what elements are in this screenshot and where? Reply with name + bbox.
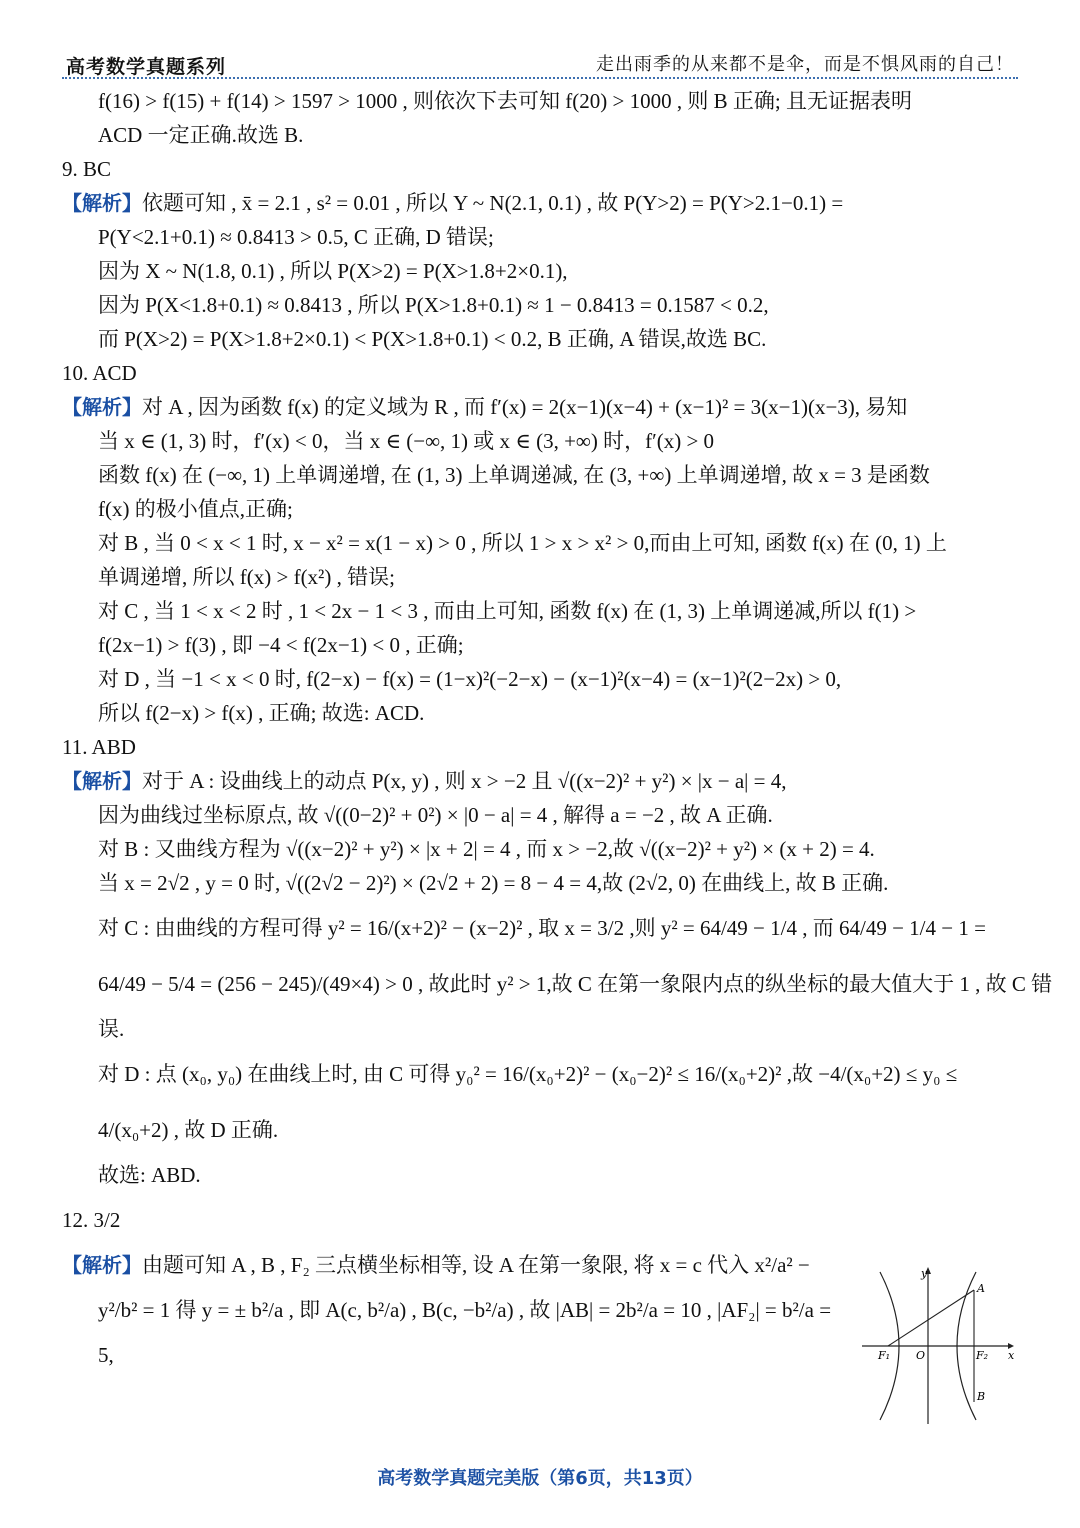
text-line bbox=[62, 458, 1020, 492]
line-text: ACD 一定正确.故选 B. bbox=[98, 123, 304, 147]
text-line bbox=[62, 696, 1020, 730]
line-text: 对 D , 当 −1 < x < 0 时, f(2−x) − f(x) = (1−x)²(−2−x) − (x−1)²(x−4) = (x−1)²(2−2x) > 0, bbox=[98, 667, 842, 691]
label-x: x bbox=[1008, 1349, 1015, 1362]
text-line bbox=[62, 594, 1020, 628]
line-text: 10. ACD bbox=[62, 361, 137, 385]
text-line bbox=[62, 956, 1053, 1012]
line-text: 4/(x₀+2) , 故 D 正确. bbox=[98, 1118, 279, 1142]
analysis-tag: 【解析】 bbox=[62, 1253, 142, 1277]
analysis-tag: 【解析】 bbox=[62, 769, 142, 793]
text-line bbox=[62, 1158, 1020, 1192]
line-text: 因为 P(X<1.8+0.1) ≈ 0.8413 , 所以 P(X>1.8+0.1) ≈ 1 − 0.8413 = 0.1587 < 0.2, bbox=[98, 293, 769, 317]
label-y: y bbox=[921, 1267, 928, 1280]
text-line bbox=[62, 288, 1020, 322]
page-footer: 高考数学真题完美版（第6页，共13页） bbox=[377, 1468, 703, 1489]
analysis-line bbox=[62, 764, 1020, 798]
text-line bbox=[62, 1102, 1020, 1158]
label-f1: F₁ bbox=[878, 1349, 891, 1362]
analysis-tag: 【解析】 bbox=[62, 191, 142, 215]
label-origin: O bbox=[916, 1349, 926, 1362]
line-text: 函数 f(x) 在 (−∞, 1) 上单调递增, 在 (1, 3) 上单调递减, 在 (3, +∞) 上单调递增, 故 x = 3 是函数 bbox=[98, 463, 930, 487]
text-line bbox=[62, 560, 1020, 594]
text-line bbox=[62, 628, 1020, 662]
text-line bbox=[62, 84, 1020, 118]
text-line bbox=[62, 118, 1020, 152]
analysis-tag: 【解析】 bbox=[62, 395, 142, 419]
text-line bbox=[62, 254, 1020, 288]
text-line bbox=[62, 152, 1020, 186]
header-motto: 走出雨季的从来都不是伞，而是不惧风雨的自己！ bbox=[596, 54, 1014, 75]
hyperbola-figure bbox=[858, 1262, 1018, 1427]
line-text: 5, bbox=[98, 1343, 114, 1367]
text-line bbox=[62, 832, 1020, 866]
label-f2: F₂ bbox=[976, 1349, 989, 1362]
line-text: 因为 X ~ N(1.8, 0.1) , 所以 P(X>2) = P(X>1.8+2×0.1), bbox=[98, 259, 568, 283]
line-text: 当 x = 2√2 , y = 0 时, √((2√2 − 2)²) × (2√2 + 2) = 8 − 4 = 4,故 (2√2, 0) 在曲线上, 故 B 正确. bbox=[98, 871, 889, 895]
label-point-a: A bbox=[977, 1282, 985, 1295]
text-line bbox=[62, 356, 1020, 390]
text-line bbox=[62, 866, 1020, 900]
header-divider bbox=[62, 77, 1018, 79]
solution-content bbox=[62, 84, 1053, 1372]
line-text: 对 C : 由曲线的方程可得 y² = 16/(x+2)² − (x−2)² , 取 x = 3/2 ,则 y² = 64/49 − 1/4 , 而 64/49 − 1/4 − 1 = bbox=[98, 916, 986, 940]
text-line bbox=[62, 662, 1020, 696]
text-line bbox=[62, 526, 1020, 560]
line-text: 故选: ABD. bbox=[98, 1163, 201, 1187]
line-text: 由题可知 A , B , F₂ 三点横坐标相等, 设 A 在第一象限, 将 x = c 代入 x²/a² − bbox=[142, 1253, 810, 1277]
line-text: 对 C , 当 1 < x < 2 时 , 1 < 2x − 1 < 3 , 而由上可知, 函数 f(x) 在 (1, 3) 上单调递减,所以 f(1) > bbox=[98, 599, 917, 623]
text-line bbox=[62, 492, 1020, 526]
line-text: 对 B : 又曲线方程为 √((x−2)² + y²) × |x + 2| = 4 , 而 x > −2,故 √((x−2)² + y²) × (x + 2) = 4. bbox=[98, 837, 875, 861]
line-text: y²/b² = 1 得 y = ± b²/a , 即 A(c, b²/a) , B(c, −b²/a) , 故 |AB| = 2b²/a = 10 , |AF₂| = b²/a = bbox=[98, 1298, 832, 1322]
text-line bbox=[62, 322, 1020, 356]
line-text: 12. 3/2 bbox=[62, 1208, 121, 1232]
line-text: f(x) 的极小值点,正确; bbox=[98, 497, 293, 521]
analysis-line bbox=[62, 390, 1020, 424]
text-line bbox=[62, 798, 1020, 832]
line-text: f(2x−1) > f(3) , 即 −4 < f(2x−1) < 0 , 正确; bbox=[98, 633, 464, 657]
text-line bbox=[62, 1192, 1020, 1248]
text-line bbox=[62, 1046, 1020, 1102]
line-text: 对于 A : 设曲线上的动点 P(x, y) , 则 x > −2 且 √((x−2)² + y²) × |x − a| = 4, bbox=[142, 769, 787, 793]
segment-f1-a bbox=[888, 1290, 974, 1346]
line-text: 64/49 − 5/4 = (256 − 245)/(49×4) > 0 , 故此时 y² > 1,故 C 在第一象限内点的纵坐标的最大值大于 1 , 故 C 错 bbox=[98, 972, 1053, 996]
line-text: 9. BC bbox=[62, 157, 112, 181]
line-text: 误. bbox=[98, 1017, 125, 1041]
line-text: 对 A , 因为函数 f(x) 的定义域为 R , 而 f′(x) = 2(x−1)(x−4) + (x−1)² = 3(x−1)(x−3), 易知 bbox=[142, 395, 908, 419]
line-text: 对 D : 点 (x₀, y₀) 在曲线上时, 由 C 可得 y₀² = 16/(x₀+2)² − (x₀−2)² ≤ 16/(x₀+2)² ,故 −4/(x₀+2) ≤ y₀ ≤ bbox=[98, 1062, 958, 1086]
line-text: 因为曲线过坐标原点, 故 √((0−2)² + 0²) × |0 − a| = 4 , 解得 a = −2 , 故 A 正确. bbox=[98, 803, 773, 827]
line-text: 而 P(X>2) = P(X>1.8+2×0.1) < P(X>1.8+0.1) < 0.2, B 正确, A 错误,故选 BC. bbox=[98, 327, 767, 351]
line-text: P(Y<2.1+0.1) ≈ 0.8413 > 0.5, C 正确, D 错误; bbox=[98, 225, 494, 249]
text-line bbox=[62, 900, 1020, 956]
line-text: 依题可知 , x̄ = 2.1 , s² = 0.01 , 所以 Y ~ N(2.1, 0.1) , 故 P(Y>2) = P(Y>2.1−0.1) = bbox=[142, 191, 844, 215]
line-text: 所以 f(2−x) > f(x) , 正确; 故选: ACD. bbox=[98, 701, 425, 725]
analysis-line bbox=[62, 186, 1020, 220]
line-text: 对 B , 当 0 < x < 1 时, x − x² = x(1 − x) > 0 , 所以 1 > x > x² > 0,而由上可知, 函数 f(x) 在 (0, 1) 上 bbox=[98, 531, 947, 555]
label-point-b: B bbox=[977, 1390, 986, 1403]
text-line bbox=[62, 220, 1020, 254]
line-text: 当 x ∈ (1, 3) 时，f′(x) < 0，当 x ∈ (−∞, 1) 或 x ∈ (3, +∞) 时，f′(x) > 0 bbox=[98, 429, 715, 453]
text-line bbox=[62, 424, 1020, 458]
line-text: 单调递增, 所以 f(x) > f(x²) , 错误; bbox=[98, 565, 395, 589]
line-text: 11. ABD bbox=[62, 735, 136, 759]
text-line bbox=[62, 1012, 1020, 1046]
line-text: f(16) > f(15) + f(14) > 1597 > 1000 , 则依次下去可知 f(20) > 1000 , 则 B 正确; 且无证据表明 bbox=[98, 89, 912, 113]
text-line bbox=[62, 730, 1020, 764]
header-series-title: 高考数学真题系列 bbox=[66, 56, 227, 78]
